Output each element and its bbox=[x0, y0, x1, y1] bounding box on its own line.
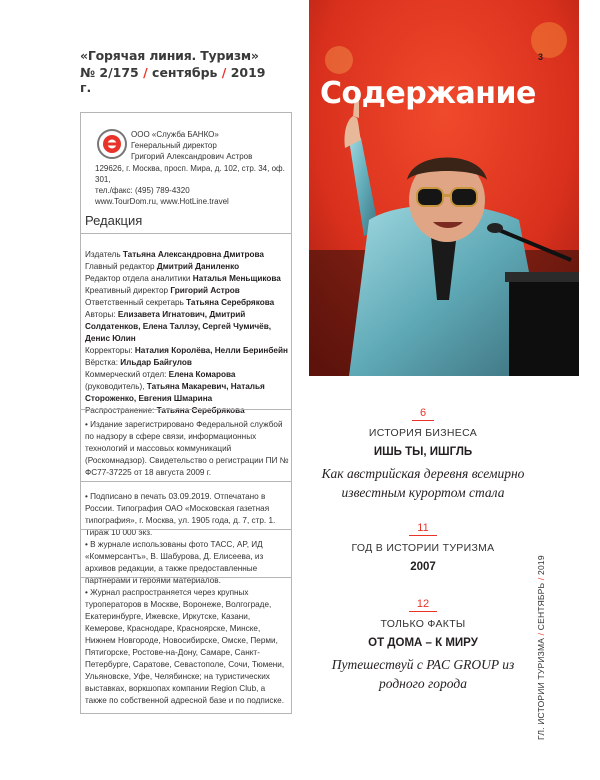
toc-rubric: ГОД В ИСТОРИИ ТУРИЗМА bbox=[351, 542, 495, 554]
toc-subtitle: Путешествуй с PAC GROUP из родного города bbox=[331, 657, 515, 691]
footer-year: 2019 bbox=[536, 555, 546, 575]
staff-list bbox=[85, 249, 289, 417]
staff-role: Коммерческий отдел: bbox=[85, 370, 167, 379]
staff-names: Татьяна Макаревич, Наталья Стороженко, Евгения Шмарина bbox=[85, 382, 265, 403]
staff-role: Авторы: bbox=[85, 310, 116, 319]
magazine-header bbox=[80, 48, 280, 95]
publisher-lines bbox=[131, 129, 291, 162]
magazine-issue bbox=[80, 65, 280, 95]
publisher-name: Григорий Александрович Астров bbox=[131, 152, 253, 161]
staff-role: Главный редактор bbox=[85, 262, 155, 271]
staff-row bbox=[85, 273, 289, 285]
footer-separator: / bbox=[536, 577, 546, 581]
staff-names: Елизавета Игнатович, Дмитрий Солдатенков, Елена Таллэу, Сергей Чумичёв, Денис Юлин bbox=[85, 310, 272, 343]
notice-photos: • В журнале использованы фото ТАСС, AP, ИД «Коммерсантъ», В. Шабурова, Д. Елисеева, из архивов редакции, а также предоставленные партнёрами и героями материалов. bbox=[85, 540, 264, 585]
toc-headline: 2007 bbox=[410, 561, 436, 573]
toc-headline: ОТ ДОМА – К МИРУ bbox=[368, 637, 478, 649]
notice-registration: • Издание зарегистрировано Федеральной службой по надзору в сфере связи, информационных технологий и массовых коммуникаций (Роскомнадзор). Свидетельство о регистрации ПИ № ФС77-37225 от 18 августа 2009 г. bbox=[85, 420, 289, 477]
issue-year: 2019 г. bbox=[80, 65, 266, 95]
staff-names: Наталия Королёва, Нелли Беринбейн bbox=[134, 346, 288, 355]
staff-row bbox=[85, 297, 289, 309]
footer-section: ГЛ. ИСТОРИИ ТУРИЗМА bbox=[536, 637, 546, 740]
magazine-title: «Горячая линия. Туризм» bbox=[80, 48, 259, 63]
staff-names: Татьяна Александровна Дмитрова bbox=[122, 250, 264, 259]
staff-row bbox=[85, 405, 289, 417]
page-number: 3 bbox=[538, 52, 544, 62]
redaction-divider bbox=[81, 233, 291, 234]
publisher-address bbox=[95, 163, 285, 207]
staff-row bbox=[85, 345, 289, 357]
staff-names: Татьяна Серебрякова bbox=[156, 406, 245, 415]
toc-rubric: ИСТОРИЯ БИЗНЕСА bbox=[368, 427, 478, 439]
vertical-running-footer bbox=[536, 550, 546, 740]
footer-separator: / bbox=[536, 632, 546, 636]
address-line: 129626, г. Москва, просп. Мира, д. 102, стр. 34, оф. 301, bbox=[95, 164, 285, 184]
contents-title: Содержание bbox=[320, 76, 536, 111]
staff-names: Наталья Меньщикова bbox=[192, 274, 281, 283]
notice-distribution: • Журнал распространяется через крупных туроператоров в Москве, Воронеже, Волгограде, Екатеринбурге, Ижевске, Иркутске, Казани, Кемерове, Краснодаре, Красноярске, Минске, Нижнем Новгороде, Новосибирске, Омске, Перми, Пятигорске, Ростове-на-Дону, Самаре, Санкт-Петербурге, Саратове, Севастополе, Сочи, Тюмени, Ульяновске, Уфе, Челябинске; на туристических выставках, воркшопах компании Region Club, а также по собственной адресной базе и по подписке. bbox=[85, 588, 285, 705]
staff-role: Ответственный секретарь bbox=[85, 298, 184, 307]
issue-month: сентябрь bbox=[152, 65, 218, 80]
footer-month: СЕНТЯБРЬ bbox=[536, 582, 546, 631]
toc-entry[interactable] bbox=[309, 518, 537, 573]
issue-separator: / bbox=[143, 65, 148, 80]
notice-printing: • Подписано в печать 03.09.2019. Отпечатано в России. Типография ОАО «Московская газетная типография», г. Москва, ул. 1905 года, д. 7, стр. 1. Тираж 10 000 экз. bbox=[85, 492, 276, 537]
staff-row bbox=[85, 309, 289, 345]
toc-subtitle: Как австрийская деревня всемирно известным курортом стала bbox=[321, 466, 525, 500]
imprint-box bbox=[80, 112, 292, 714]
staff-role: Креативный директор bbox=[85, 286, 169, 295]
staff-names: Ильдар Байгулов bbox=[120, 358, 192, 367]
redaction-heading: Редакция bbox=[85, 213, 143, 228]
staff-row bbox=[85, 249, 289, 261]
staff-row bbox=[85, 261, 289, 273]
staff-role: Корректоры: bbox=[85, 346, 133, 355]
toc-headline: ИШЬ ТЫ, ИШГЛЬ bbox=[373, 446, 473, 458]
notice-divider bbox=[81, 409, 291, 410]
toc-page-number: 11 bbox=[409, 522, 436, 536]
staff-names: Дмитрий Даниленко bbox=[156, 262, 240, 271]
staff-row bbox=[85, 357, 289, 369]
phone-line: тел./факс: (495) 789-4320 bbox=[95, 186, 190, 195]
staff-row bbox=[85, 369, 289, 405]
website-line: www.TourDom.ru, www.HotLine.travel bbox=[95, 197, 229, 206]
toc-page-number: 12 bbox=[409, 598, 437, 612]
notice-divider bbox=[81, 577, 291, 578]
staff-names: Елена Комарова bbox=[168, 370, 236, 379]
issue-number: № 2/175 bbox=[80, 65, 139, 80]
toc-page-number: 6 bbox=[412, 407, 434, 421]
publisher-company: ООО «Служба БАНКО» bbox=[131, 130, 219, 139]
staff-row bbox=[85, 285, 289, 297]
issue-separator: / bbox=[221, 65, 227, 80]
staff-names: Григорий Астров bbox=[170, 286, 240, 295]
toc-rubric: ТОЛЬКО ФАКТЫ bbox=[380, 618, 466, 630]
staff-role: Вёрстка: bbox=[85, 358, 119, 367]
staff-role: Редактор отдела аналитики bbox=[85, 274, 191, 283]
notice-divider bbox=[81, 529, 291, 530]
bankO-logo-icon bbox=[95, 127, 129, 161]
publisher-role: Генеральный директор bbox=[131, 141, 217, 150]
staff-role: Распространение: bbox=[85, 406, 155, 415]
toc-entry[interactable] bbox=[309, 403, 537, 502]
toc-entry[interactable] bbox=[309, 594, 537, 693]
staff-extra: (руководитель), bbox=[85, 382, 145, 391]
staff-names: Татьяна Серебрякова bbox=[186, 298, 275, 307]
notice-divider bbox=[81, 481, 291, 482]
staff-role: Издатель bbox=[85, 250, 121, 259]
